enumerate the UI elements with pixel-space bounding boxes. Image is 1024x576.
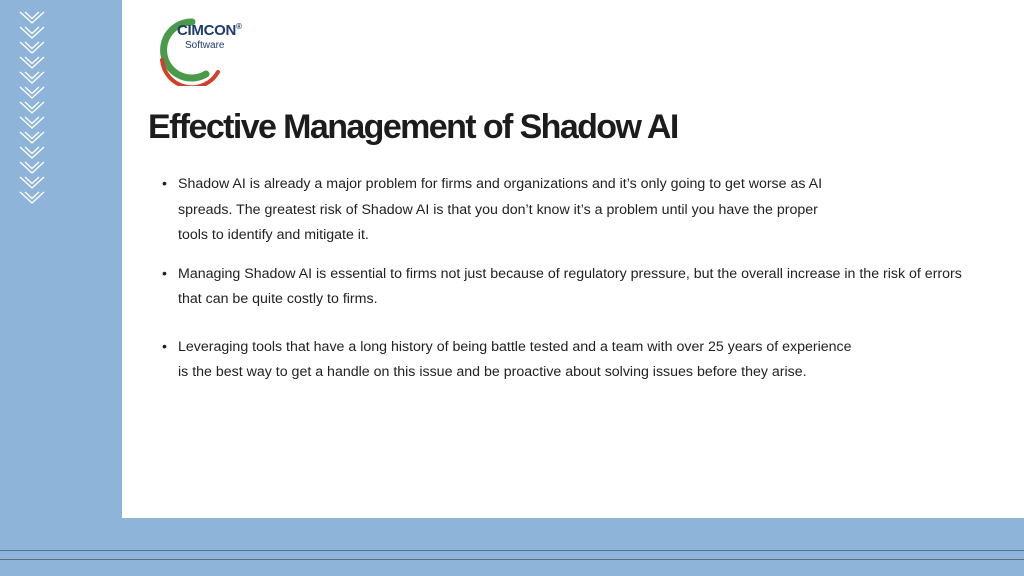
logo-wordmark: CIMCON® bbox=[177, 22, 242, 39]
chevron-down-icon bbox=[18, 145, 46, 160]
bullet-item: • Managing Shadow AI is essential to firms not just because of regulatory pressure, but the overall increase in the risk of errors that can be quite costly to firms. bbox=[162, 262, 978, 313]
bottom-rule-line bbox=[0, 550, 1024, 551]
bullet-item: • Shadow AI is already a major problem for firms and organizations and it’s only going to get worse as AI spreads. The greatest risk of Shadow AI is that you don’t know it’s a problem until you have the proper tools to identify and mitigate it. bbox=[162, 172, 838, 249]
bullet-item: • Leveraging tools that have a long history of being battle tested and a team with over 25 years of experience is the best way to get a handle on this issue and be proactive about solving issues before they arise. bbox=[162, 335, 858, 386]
chevron-down-icon bbox=[18, 10, 46, 25]
chevron-down-icon bbox=[18, 85, 46, 100]
chevron-down-icon bbox=[18, 115, 46, 130]
chevron-down-icon bbox=[18, 190, 46, 205]
chevron-down-icon bbox=[18, 25, 46, 40]
slide-content bbox=[122, 0, 1024, 518]
chevron-down-icon bbox=[18, 70, 46, 85]
chevron-down-icon bbox=[18, 130, 46, 145]
chevron-down-icon bbox=[18, 175, 46, 190]
chevron-down-icon bbox=[18, 40, 46, 55]
logo-subtitle: Software bbox=[185, 40, 225, 51]
chevron-pattern bbox=[18, 10, 48, 205]
left-decorative-band bbox=[0, 0, 122, 576]
slide-title: Effective Management of Shadow AI bbox=[148, 108, 678, 146]
bottom-decorative-band bbox=[0, 518, 1024, 576]
chevron-down-icon bbox=[18, 55, 46, 70]
chevron-down-icon bbox=[18, 100, 46, 115]
bullet-list bbox=[162, 172, 1002, 386]
bottom-rule-line bbox=[0, 559, 1024, 560]
chevron-down-icon bbox=[18, 160, 46, 175]
